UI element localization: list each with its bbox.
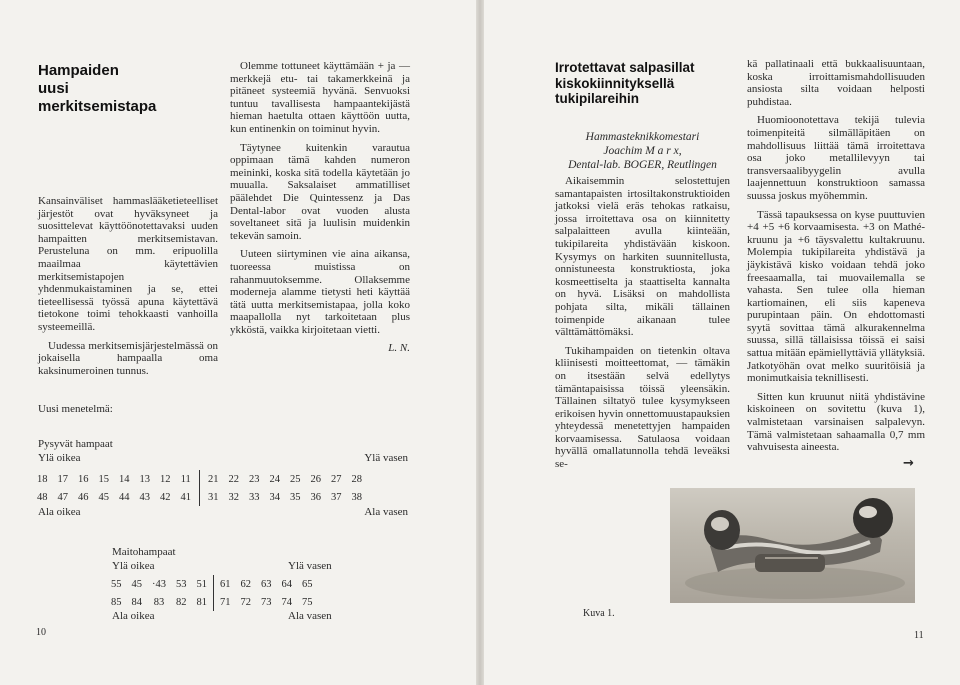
tooth-number: 11 (176, 470, 200, 488)
tooth-number: 17 (57, 473, 68, 485)
tooth-number: 75 (302, 596, 313, 608)
tooth-number: 18 (37, 473, 48, 485)
tooth-number: 84 (131, 596, 142, 608)
upper-left-label: Ylä vasen (364, 452, 408, 464)
tooth-number: 38 (351, 491, 362, 503)
permanent-teeth-table (32, 470, 367, 506)
upper-teeth-row (106, 575, 318, 593)
primary-lower-right-label: Ala oikea (112, 610, 155, 622)
tooth-number: 35 (290, 491, 301, 503)
tooth-number: 22 (228, 473, 239, 485)
paragraph: Kansainväliset hammaslääketieteelliset järjestöt ovat hyväksyneet ja suosittelevat käyttöönotettavaksi uuden hampaitten merkitsemistavan. Perusteluna on mm. eripuolilla maailmaa käytettävien merkitsemistapojen yhdenmukaistaminen ja se, ettei tieteellisessä työssä apuna käytettävä tietokone toimi tehokkaasti vanhoilla systeemeillä. (38, 195, 218, 333)
tooth-number: 36 (310, 491, 321, 503)
tooth-number: 62 (240, 578, 251, 590)
tooth-number: 14 (119, 473, 130, 485)
lower-teeth-row (32, 488, 367, 506)
tooth-number: 13 (139, 473, 150, 485)
tooth-number: 65 (302, 578, 313, 590)
tooth-number: 63 (261, 578, 272, 590)
primary-upper-right-label: Ylä oikea (112, 560, 155, 572)
primary-upper-left-label: Ylä vasen (288, 560, 332, 572)
right-column-2 (747, 58, 925, 460)
tooth-number: 32 (228, 491, 239, 503)
tooth-number: 31 (208, 491, 219, 503)
permanent-teeth-label: Pysyvät hampaat (38, 438, 113, 450)
new-method-label: Uusi menetelmä: (38, 403, 113, 415)
tooth-number: 12 (160, 473, 171, 485)
tooth-number: 74 (281, 596, 292, 608)
tooth-number: 82 (176, 596, 187, 608)
paragraph: Tukihampaiden on tietenkin oltava kliinisesti moitteettomat, — tämäkin on itsestään selvä edellytys tämäntapaisissa töissä yleensäkin. Tällainen siltatyö tulee kysymykseen erikoisen hyvin onnettomuustapauksien yhteydessä menetettyjen hampaiden korvaamisessa. Satulaosa voidaan hyvällä omallatunnolla tehdä leveäksi se- (555, 344, 730, 471)
primary-teeth-label: Maitohampaat (112, 546, 176, 558)
tooth-number: 25 (290, 473, 301, 485)
tooth-number: 73 (261, 596, 272, 608)
paragraph: kä pallatinaali että bukkaalisuuntaan, koska irroittamismahdollisuuden ansiosta silta voidaan helposti puhdistaa. (747, 58, 925, 108)
tooth-number: 21 (208, 473, 219, 485)
tooth-number: 37 (331, 491, 342, 503)
article-title-left: Hampaiden uusi merkitsemistapa (38, 62, 157, 115)
tooth-number: 61 (220, 578, 231, 590)
book-gutter (476, 0, 484, 685)
tooth-number: 46 (78, 491, 89, 503)
paragraph: Uudessa merkitsemisjärjestelmässä on jokaisella hampaalla oma kaksinumeroinen tunnus. (38, 339, 218, 377)
signature: L. N. (388, 342, 410, 355)
continue-arrow-icon: → (903, 456, 914, 471)
tooth-number: 41 (176, 488, 200, 506)
primary-lower-left-label: Ala vasen (288, 610, 332, 622)
tooth-number: 24 (269, 473, 280, 485)
left-column-2 (230, 60, 410, 355)
figure-caption: Kuva 1. (583, 608, 615, 619)
tooth-number: 64 (281, 578, 292, 590)
tooth-number: 55 (111, 578, 122, 590)
tooth-number: 81 (192, 593, 214, 611)
tooth-number: 45 (98, 491, 109, 503)
tooth-number: 23 (249, 473, 260, 485)
article-title-right: Irrotettavat salpasillat kiskokiinnityksellä tukipilareihin (555, 60, 695, 106)
lower-left-label: Ala vasen (364, 506, 408, 518)
byline (555, 130, 730, 172)
paragraph: Aikaisemmin selostettujen samantapaisten irtosiltakonstruktioiden jatkoksi vielä eräs tehokas ratkaisu, jossa irroitettava osa on kiinnitetty salpalaitteen avulla kiinteään, tukipilareita yhdistävään kiskoon. Kysymys on harkiten suunnitellusta, onnistuneesta konstruktiosta, joka kosmeettiselta ja staattiselta kannalta on hyvä. Lisäksi on mahdollista pohjata silta, mikäli tällainen toimenpide aikanaan tulee välttämättömäksi. (555, 175, 730, 339)
tooth-number: 47 (57, 491, 68, 503)
tooth-number: 44 (119, 491, 130, 503)
tooth-number: 43 (139, 491, 150, 503)
tooth-number: 85 (111, 596, 122, 608)
tooth-number: 48 (37, 491, 48, 503)
tooth-number: 28 (351, 473, 362, 485)
paragraph: Täytynee kuitenkin varautua oppimaan tämä kahden numeron meininki, koska sitä todella käytetään jo muualla. Saksalaiset ammatilliset päälehdet Die Quintessenz ja Das Dental-labor ovat vuoden alusta soveltaneet sitä ja luulisin muidenkin tekevän samoin. (230, 141, 410, 242)
paragraph: Sitten kun kruunut niitä yhdistävine kiskoineen on sovitettu (kuva 1), valmistetaan varsinaisen salpalevyn. Tämä valmistetaan sahaamalla 0,7 mm vahvuisesta aineesta. (747, 390, 925, 454)
dental-bridge-illustration (670, 488, 915, 603)
tooth-number: 33 (249, 491, 260, 503)
tooth-number: 15 (98, 473, 109, 485)
tooth-number: 42 (160, 491, 171, 503)
lower-teeth-row (106, 593, 318, 611)
figure-photo (670, 488, 915, 603)
tooth-number: 51 (192, 575, 214, 593)
tooth-number: 53 (176, 578, 187, 590)
tooth-number: 34 (269, 491, 280, 503)
upper-teeth-row (32, 470, 367, 488)
paragraph: Huomioonotettava tekijä tulevia toimenpiteitä silmälläpitäen on mahdollisuus liittää tämä irroitettava osa joko metallilevyyn tai transversaalibyygelin avulla laajennettuun konstruktioon samassa suussa joskus myöhemmin. (747, 114, 925, 202)
tooth-number: 27 (331, 473, 342, 485)
page-number-right: 11 (914, 630, 924, 641)
lower-right-label: Ala oikea (38, 506, 81, 518)
author-title: Hammasteknikkomestari (585, 131, 700, 143)
tooth-number: 72 (240, 596, 251, 608)
left-column-1 (38, 195, 218, 383)
primary-teeth-table (106, 575, 318, 611)
tooth-number: 16 (78, 473, 89, 485)
author-affiliation: Dental-lab. BOGER, Reutlingen (568, 159, 717, 171)
right-column-1 (555, 175, 730, 477)
tooth-number: 26 (310, 473, 321, 485)
paragraph: Uuteen siirtyminen vie aina aikansa, tuoreessa muistissa on rahanmuutoksemme. Ollaksemme moderneja alamme tietysti heti käyttää tätä uutta merkitsemistapaa, jolla koko maapallolla nyt tarkoitetaan plus ykköstä, vaikka kirjoitetaan vietti. (230, 248, 410, 336)
paragraph: Olemme tottuneet käyttämään + ja — merkkejä etu- tai takamerkkeinä ja pitäneet systeemiä hyvänä. Senvuoksi tuntuu tavallisesta hampaantekijästä hieman haetulta ottaen käyttöön uutta, kun entinenkin on toiminut hyvin. (230, 60, 410, 135)
tooth-number: 45 (131, 578, 142, 590)
tooth-number: ·43 (152, 578, 166, 590)
upper-right-label: Ylä oikea (38, 452, 81, 464)
tooth-number: 83 (153, 596, 165, 608)
author-name: Joachim M a r x, (603, 145, 682, 157)
tooth-number: 71 (220, 596, 231, 608)
paragraph: Tässä tapauksessa on kyse puuttuvien +4 +5 +6 korvaamisesta. +3 on Mathé-kruunu ja +6 täysvalettu kultakruunu. Molempia tukipilareita yhdistävä ja jäykistävä kisko voidaan tehdä joko freesaamalla, tai muovailemalla se vahasta. Sen tulee olla hieman kartiomainen, eli siis kapeneva purupintaan päin. On ehdottomasti syytä sovittaa tämä alkurakennelma suussa, sillä tällaisissa töissä ei saisi sattua mitään epämiellyttäviä yllätyksiä. Jatkotyöhän ovat melko suuritöisiä ja monimutkaisia teknillisesti. (747, 208, 925, 385)
page-number-left: 10 (36, 627, 46, 638)
